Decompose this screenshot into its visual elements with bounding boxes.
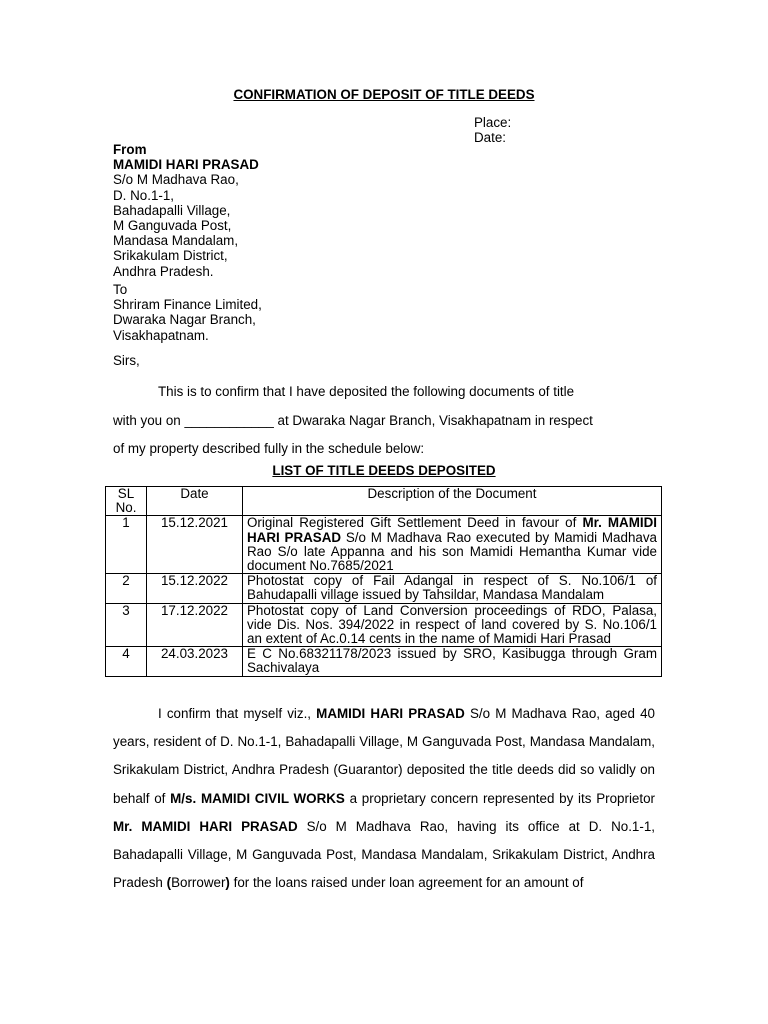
row-description: E C No.68321178/2023 issued by SRO, Kasibugga through Gram Sachivalaya <box>243 647 662 676</box>
sender-line: D. No.1-1, <box>113 187 175 203</box>
recipient-line: Dwaraka Nagar Branch, <box>113 312 256 328</box>
row-description: Photostat copy of Land Conversion proceedings of RDO, Palasa, vide Dis. Nos. 394/2022 in respect of land covered by S. No.106/1 an extent of Ac.0.14 cents in the name of Mamidi Hari Prasad <box>243 603 662 647</box>
sender-name: MAMIDI HARI PRASAD <box>113 157 259 173</box>
row-sl: 2 <box>106 574 147 603</box>
sender-line: Bahadapalli Village, <box>113 202 231 218</box>
table-row <box>106 647 662 676</box>
row-sl: 1 <box>106 516 147 574</box>
intro-line: This is to confirm that I have deposited the following documents of title <box>158 384 575 399</box>
row-sl: 4 <box>106 647 147 676</box>
recipient-line: Visakhapatnam. <box>113 327 209 343</box>
row-sl: 3 <box>106 603 147 647</box>
table-row <box>106 574 662 603</box>
table-row <box>106 516 662 574</box>
row-description: Photostat copy of Fail Adangal in respect of S. No.106/1 of Bahudapalli village issued by Tahsildar, Mandasa Mandalam <box>243 574 662 603</box>
recipient-address <box>113 282 262 343</box>
row-date: 15.12.2021 <box>147 516 243 574</box>
sender-line: Mandasa Mandalam, <box>113 233 239 249</box>
recipient-line: Shriram Finance Limited, <box>113 297 262 313</box>
sender-line: Andhra Pradesh. <box>113 263 214 279</box>
row-description: Original Registered Gift Settlement Deed in favour of Mr. MAMIDI HARI PRASAD S/o M Madhava Rao executed by Mamidi Madhava Rao S/o late Appanna and his son Mamidi Hemantha Kumar vide document No.7685/2021 <box>243 516 662 574</box>
sender-line: Srikakulam District, <box>113 248 228 264</box>
row-date: 24.03.2023 <box>147 647 243 676</box>
title-deeds-table <box>105 486 662 677</box>
sender-line: M Ganguvada Post, <box>113 218 232 234</box>
sender-address <box>113 142 259 279</box>
list-title: LIST OF TITLE DEEDS DEPOSITED <box>272 463 496 478</box>
place-label: Place: <box>474 115 512 130</box>
place-date-block <box>474 115 511 145</box>
intro-line: of my property described fully in the schedule below: <box>113 441 425 456</box>
header-date: Date <box>147 487 243 516</box>
to-label: To <box>113 282 128 297</box>
confirmation-paragraph: I confirm that myself viz., MAMIDI HARI PRASAD S/o M Madhava Rao, aged 40 years, resident of D. No.1-1, Bahadapalli Village, M Ganguvada Post, Mandasa Mandalam, Srikakulam District, Andhra Pradesh (Guarantor) deposited the title deeds did so validly on behalf of M/s. MAMIDI CIVIL WORKS a proprietary concern represented by its Proprietor Mr. MAMIDI HARI PRASAD S/o M Madhava Rao, having its office at D. No.1-1, Bahadapalli Village, M Ganguvada Post, Mandasa Mandalam, Srikakulam District, Andhra Pradesh (Borrower) for the loans raised under loan agreement for an amount of <box>113 706 656 891</box>
date-label: Date: <box>474 130 507 145</box>
table-row <box>106 603 662 647</box>
row-date: 17.12.2022 <box>147 603 243 647</box>
salutation: Sirs, <box>113 353 140 368</box>
sender-line: S/o M Madhava Rao, <box>113 172 239 188</box>
document-title: CONFIRMATION OF DEPOSIT OF TITLE DEEDS <box>233 87 535 102</box>
header-description: Description of the Document <box>243 487 662 516</box>
from-label: From <box>113 142 147 157</box>
table-header-row <box>106 487 662 516</box>
intro-line: with you on ____________ at Dwaraka Nagar Branch, Visakhapatnam in respect <box>113 412 593 428</box>
header-sl: SL No. <box>106 487 147 516</box>
intro-paragraph <box>113 378 655 464</box>
row-date: 15.12.2022 <box>147 574 243 603</box>
